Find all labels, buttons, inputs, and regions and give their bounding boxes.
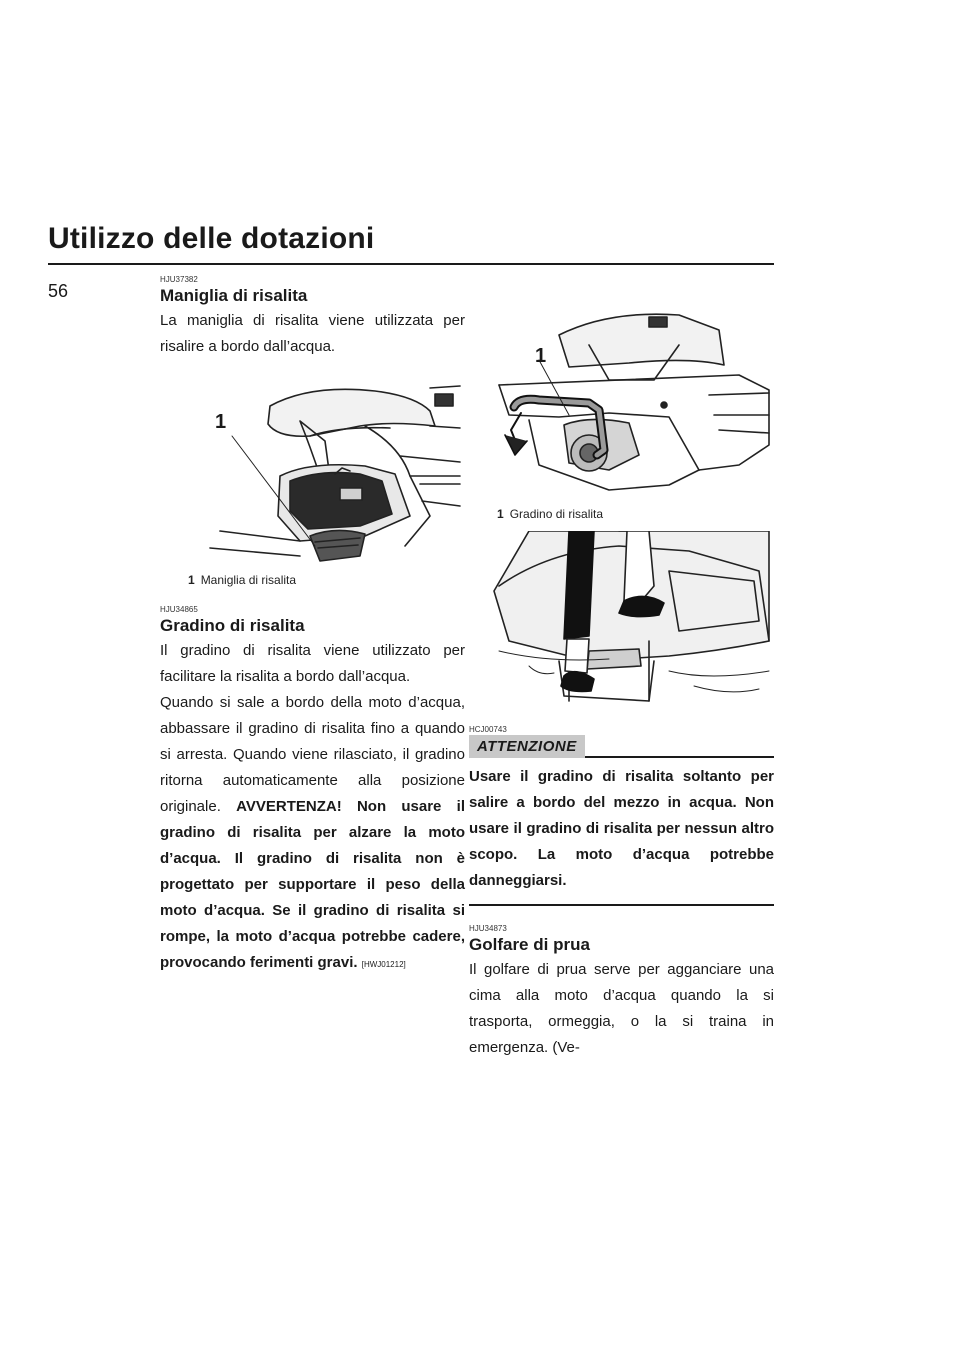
figure-person-boarding	[469, 531, 774, 711]
notice-end-rule	[469, 904, 774, 906]
section-code: HJU37382	[160, 275, 198, 284]
section-body-bow-eye: Il golfare di prua serve per agganciare una cima alla moto d’acqua quando la si trasporta, ormeggia, o la si traina in emergenza. (Ve-	[469, 961, 774, 1056]
title-rule	[48, 263, 774, 265]
section-heading-handle: Maniglia di risalita	[160, 286, 308, 305]
left-column	[160, 275, 465, 978]
caption-text: Gradino di risalita	[509, 507, 604, 521]
section-heading-bow-eye: Golfare di prua	[469, 935, 590, 954]
notice-label: ATTENZIONE	[469, 735, 585, 758]
jetski-rear-illustration	[160, 366, 465, 566]
section-code: HJU34865	[160, 605, 198, 614]
page-number: 56	[48, 281, 69, 301]
caption-number: 1	[497, 507, 504, 521]
step-warning: AVVERTENZA! Non usare il gradino di risalita per alzare la moto d’acqua. Il gradino di risalita non è progettato per supportare il peso della moto d’acqua. Se il gradino di risalita si rompe, la moto d’acqua potrebbe cadere, provocando ferimenti gravi.	[160, 798, 465, 971]
step-body-text: Quando si sale a bordo della moto d’acqua, abbassare il gradino di risalita fino a quando si arresta. Quando viene rilasciato, il gradino ritorna automaticamente alla posizione originale.	[160, 694, 465, 815]
caution-notice	[469, 725, 774, 906]
section-code: HJU34873	[469, 924, 507, 933]
figure-boarding-handle	[160, 366, 465, 587]
page-title: Utilizzo delle dotazioni	[48, 222, 375, 255]
figure-caption	[188, 573, 465, 587]
person-boarding-illustration	[469, 531, 774, 706]
figure-boarding-step	[469, 305, 774, 521]
jetski-step-illustration	[469, 305, 774, 500]
caption-text: Maniglia di risalita	[200, 573, 297, 587]
section-body-step-1: Il gradino di risalita viene utilizzato per facilitare la risalita a bordo dall’acqua.	[160, 642, 465, 685]
right-column	[469, 305, 774, 1061]
notice-text: Usare il gradino di risalita soltanto per salire a bordo del mezzo in acqua. Non usare il gradino di risalita per nessun altro scopo. La moto d’acqua potrebbe danneggiarsi.	[469, 768, 774, 889]
section-body-handle: La maniglia di risalita viene utilizzata per risalire a bordo dall’acqua.	[160, 312, 465, 355]
caption-number: 1	[188, 573, 195, 587]
warning-ref: [HWJ01212]	[361, 960, 406, 969]
section-heading-step: Gradino di risalita	[160, 616, 305, 635]
section-body-step-2	[160, 690, 465, 978]
callout-number: 1	[535, 345, 547, 367]
notice-header	[469, 735, 774, 758]
figure-caption	[497, 507, 774, 521]
notice-rule	[585, 756, 774, 758]
notice-code: HCJ00743	[469, 725, 507, 734]
callout-number: 1	[215, 411, 227, 433]
